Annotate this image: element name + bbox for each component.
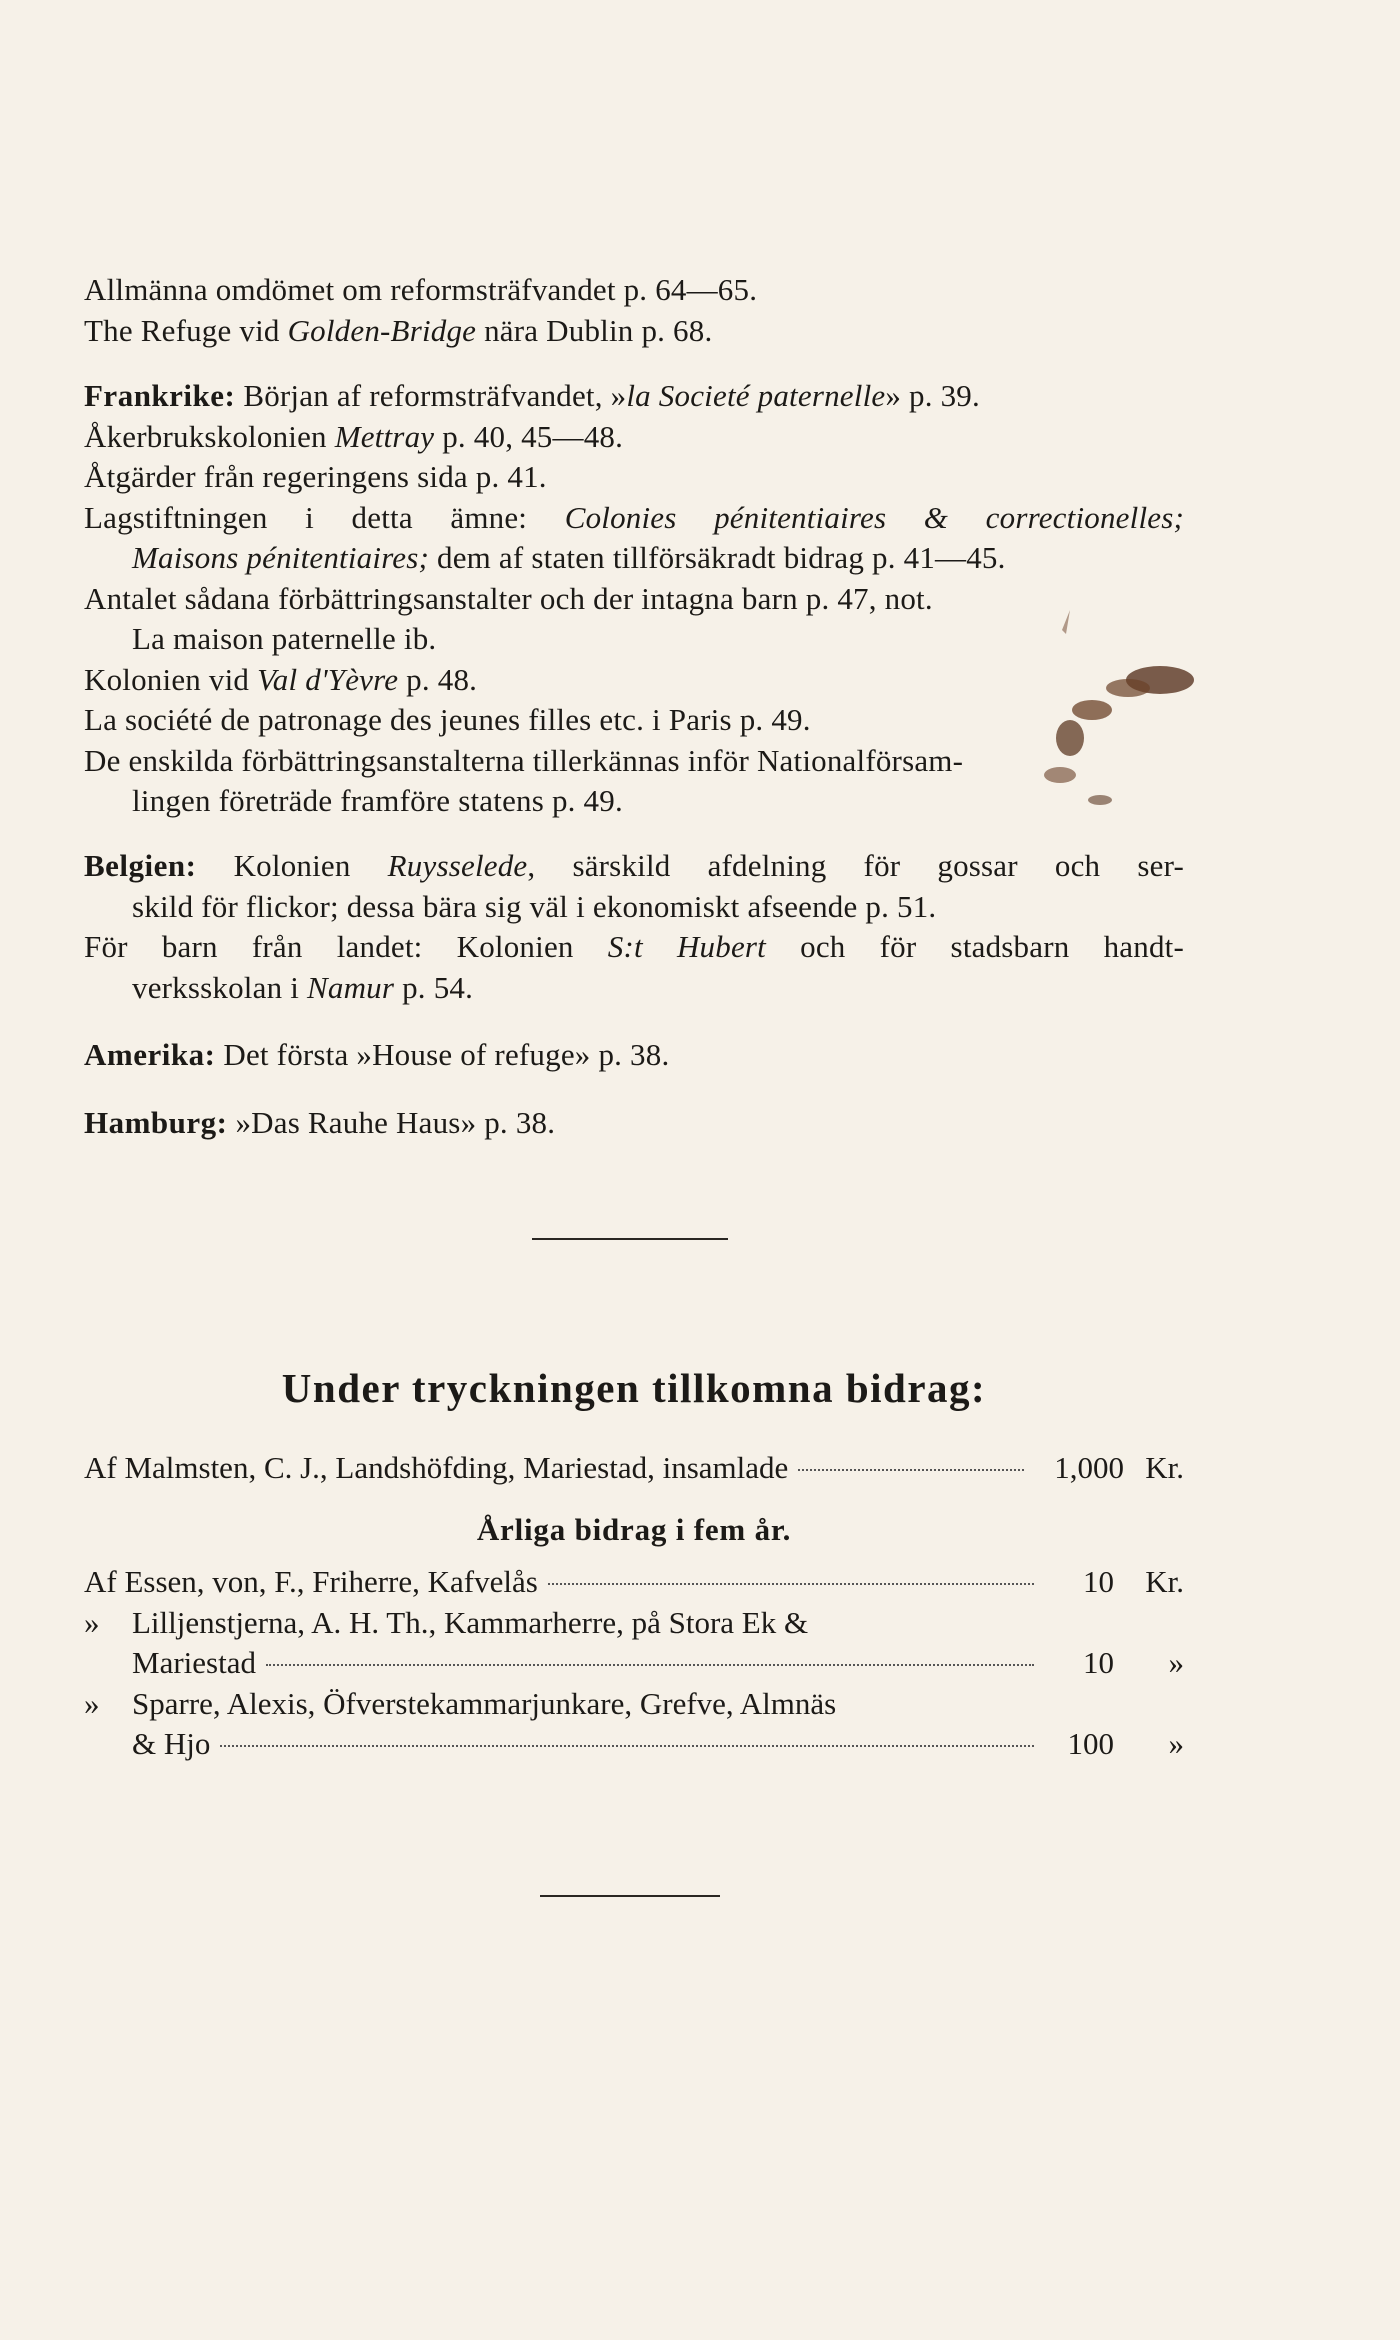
text-line: Kolonien vid Val d'Yèvre p. 48. — [84, 661, 478, 697]
text-line: Frankrike: Början af reformsträfvandet, »la Societé paternelle» p. 39. — [84, 378, 980, 413]
intro-lines — [84, 270, 1184, 351]
text-line: De enskilda förbättringsanstalterna tillerkännas inför Nationalförsam- — [84, 742, 964, 778]
section-heading: Frankrike: — [84, 378, 236, 413]
section-hamburg — [84, 1103, 1184, 1144]
annual-list — [84, 1562, 1184, 1765]
leader-dots — [548, 1583, 1034, 1585]
text-line: Hamburg: »Das Rauhe Haus» p. 38. — [84, 1105, 556, 1140]
text-line: Åtgärder från regeringens sida p. 41. — [84, 459, 547, 494]
donation-row-continued: & Hjo 100 » — [132, 1726, 1184, 1761]
ink-stain — [1000, 590, 1220, 820]
donation-row: Af Malmsten, C. J., Landshöfding, Mariestad, insamlade 1,000 Kr. — [84, 1450, 1184, 1485]
leader-dots — [220, 1745, 1034, 1747]
donation-malmsten — [84, 1448, 1184, 1489]
section-belgien — [84, 846, 1184, 1008]
section-title: Under tryckningen tillkomna bidrag: — [281, 1365, 987, 1411]
text-line: skild för flickor; dessa bära sig väl i ekonomiskt afseende p. 51. — [132, 888, 937, 924]
donation-row: Af Essen, von, F., Friherre, Kafvelås 10 Kr. — [84, 1564, 1184, 1599]
leader-dots — [798, 1469, 1024, 1471]
donation-row-continued: Mariestad 10 » — [132, 1645, 1184, 1680]
donation-row: » Sparre, Alexis, Öfverstekammarjunkare, Grefve, Almnäs — [84, 1685, 837, 1721]
leader-dots — [266, 1664, 1034, 1666]
text-line: Åkerbrukskolonien Mettray p. 40, 45—48. — [84, 418, 624, 454]
section-heading: Hamburg: — [84, 1105, 228, 1140]
text-line: För barn från landet: Kolonien S:t Hubert och för stadsbarn handt- — [84, 929, 1184, 964]
section-heading: Belgien: — [84, 848, 197, 883]
annual-title: Årliga bidrag i fem år. — [476, 1512, 792, 1547]
text-line: Belgien: Kolonien Ruysselede, särskild afdelning för gossar och ser- — [84, 848, 1184, 883]
text-line: The Refuge vid Golden-Bridge nära Dublin p. 68. — [84, 312, 713, 348]
section-heading: Amerika: — [84, 1037, 216, 1072]
text-line: Amerika: Det första »House of refuge» p. 38. — [84, 1037, 670, 1072]
text-line: La société de patronage des jeunes filles etc. i Paris p. 49. — [84, 702, 811, 737]
donation-row: » Lilljenstjerna, A. H. Th., Kammarherre, på Stora Ek & — [84, 1604, 809, 1640]
divider — [540, 1895, 720, 1897]
text-line: lingen företräde framföre statens p. 49. — [132, 783, 623, 818]
text-line: Allmänna omdömet om reformsträfvandet p. 64—65. — [84, 272, 758, 307]
text-line: verksskolan i Namur p. 54. — [132, 969, 474, 1005]
section-amerika — [84, 1035, 1184, 1076]
text-line: Maisons pénitentiaires; dem af staten tillförsäkradt bidrag p. 41—45. — [132, 540, 1006, 575]
text-line: Lagstiftningen i detta ämne: Colonies pénitentiaires & correctionelles; — [84, 499, 1184, 535]
text-line: La maison paternelle ib. — [132, 621, 437, 656]
divider — [532, 1238, 728, 1240]
text-line: Antalet sådana förbättringsanstalter och der intagna barn p. 47, not. — [84, 580, 933, 616]
